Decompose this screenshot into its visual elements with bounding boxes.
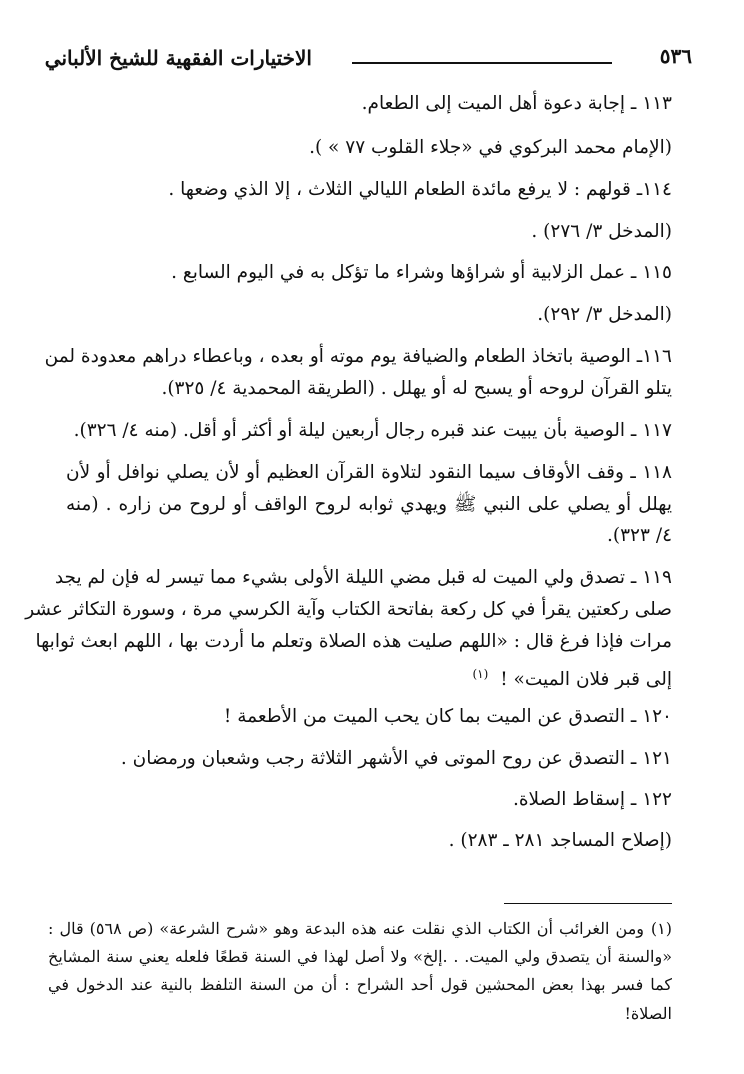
text-line-118-a: ١١٨ ـ وقف الأوقاف سيما النقود لتلاوة القرآن العظيم أو لأن يصلي نوافل أو لأن [66,462,672,483]
text-line-119-c: مرات فإذا فرغ قال : «اللهم صليت هذه الصلاة وتعلم ما أردت بها ، اللهم ابعث ثوابها [35,631,672,652]
footnote-line-3: كما فسر بهذا بعض المحشين قول أحد الشراح : أن من السنة التلفظ بالنية عند الدخول في [48,975,672,994]
text-line-121: ١٢١ ـ التصدق عن روح الموتى في الأشهر الثلاثة رجب وشعبان ورمضان . [120,748,672,769]
footnote-reference[interactable]: (١) [472,667,489,681]
text-line-118-b: يهلل أو يصلي على النبي ﷺ ويهدي ثوابه لروح الواقف أو لروح من زاره . (منه [66,494,672,515]
page-number: ٥٣٦ [659,44,692,68]
text-line-120: ١٢٠ ـ التصدق عن الميت بما كان يحب الميت من الأطعمة ! [223,706,672,727]
text-line-114: ١١٤ـ قولهم : لا يرفع مائدة الطعام الليالي الثلاث ، إلا الذي وضعها . [168,179,672,200]
text-line-115-source: (المدخل ٣/ ٢٩٢). [537,304,672,325]
text-line-116-b: يتلو القرآن لروحه أو يسبح له أو يهلل . (الطريقة المحمدية ٤/ ٣٢٥). [161,378,672,399]
text-line-117: ١١٧ ـ الوصية بأن يبيت عند قبره رجال أربعين ليلة أو أكثر أو أقل. (منه ٤/ ٣٢٦). [73,420,672,441]
text-line-119-b: صلى ركعتين يقرأ في كل ركعة بفاتحة الكتاب وآية الكرسي مرة ، وسورة التكاثر عشر [25,599,672,620]
text-line-118-c: ٤/ ٣٢٣). [607,525,672,546]
text-line-113-source: (الإمام محمد البركوي في «جلاء القلوب ٧٧ » ). [309,137,672,158]
footnote-line-4: الصلاة! [624,1004,672,1023]
text-line-114-source: (المدخل ٣/ ٢٧٦) . [531,221,672,242]
text-line-122: ١٢٢ ـ إسقاط الصلاة. [512,789,672,810]
text-line-119-a: ١١٩ ـ تصدق ولي الميت له قبل مضي الليلة الأولى بشيء مما تيسر له فإن لم يجد [54,567,672,588]
text-line-115: ١١٥ ـ عمل الزلابية أو شراؤها وشراء ما تؤكل به في اليوم السابع . [171,262,672,283]
text-line-119-d [472,662,672,692]
footnote-line-1: ومن الغرائب أن الكتاب الذي نقلت عنه هذه البدعة وهو «شرح الشرعة» (ص ٥٦٨) قال : [48,919,645,938]
footnote-marker: (١) [650,919,672,938]
running-title: الاختيارات الفقهية للشيخ الألباني [44,46,312,70]
text-line-116-a: ١١٦ـ الوصية باتخاذ الطعام والضيافة يوم موته أو بعده ، وباعطاء دراهم معدودة لمن [44,346,672,367]
text-line-122-source: (إصلاح المساجد ٢٨١ ـ ٢٨٣) . [448,830,672,851]
text-line-119-d-text: إلى قبر فلان الميت» ! [500,669,672,691]
footnote-line-2: «والسنة أن يتصدق ولي الميت. . .إلخ» ولا أصل لهذا في السنة قطعًا فلعله يعني سنة المشايخ [48,947,672,966]
text-line-113: ١١٣ ـ إجابة دعوة أهل الميت إلى الطعام. [361,93,672,114]
footnote-separator [504,903,672,904]
